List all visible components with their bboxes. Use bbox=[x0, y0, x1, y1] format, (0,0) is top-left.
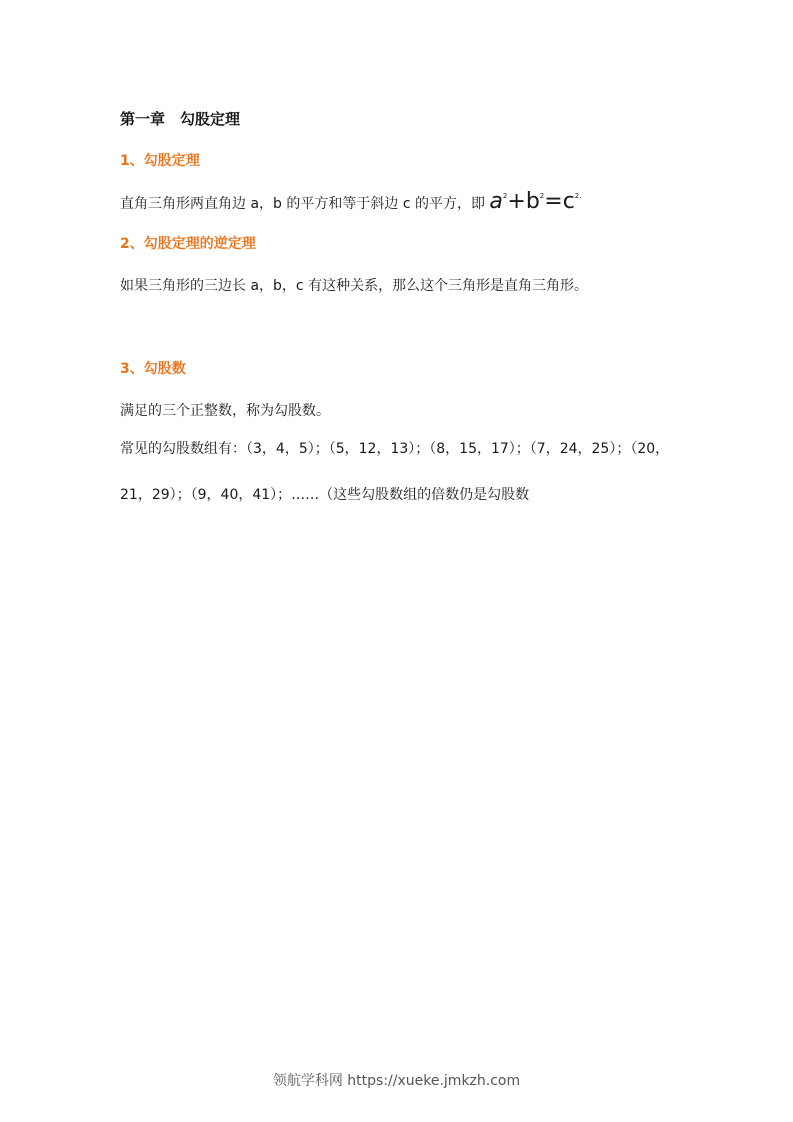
formula-c: c bbox=[562, 189, 575, 214]
theorem-statement: 直角三角形两直角边 a，b 的平方和等于斜边 c 的平方，即 bbox=[120, 196, 485, 212]
section-heading-pythagorean-theorem: 1、勾股定理 bbox=[120, 153, 200, 169]
formula-exp-b: 2 bbox=[539, 192, 545, 200]
formula-a: a bbox=[489, 189, 503, 214]
section-text-theorem bbox=[120, 189, 683, 214]
formula-exp-a: 2 bbox=[502, 192, 508, 200]
formula-end: . bbox=[579, 192, 582, 200]
page-footer: 领航学科网 https://xueke.jmkzh.com bbox=[272, 1073, 521, 1089]
pythagorean-formula bbox=[489, 189, 582, 214]
section-text-triples-examples: 常见的勾股数组有：（3，4，5）；（5，12，13）；（8，15，17）；（7，24，25）；（20，21，29）；（9，40，41）；……（这些勾股数组的倍数仍是勾股数 bbox=[120, 441, 670, 503]
section-text-converse: 如果三角形的三边长 a，b，c 有这种关系，那么这个三角形是直角三角形。 bbox=[120, 278, 589, 294]
formula-exp-c: 2 bbox=[574, 192, 580, 200]
formula-equals: = bbox=[544, 189, 563, 214]
formula-b: b bbox=[525, 189, 540, 214]
section-heading-pythagorean-triples: 3、勾股数 bbox=[120, 361, 186, 377]
section-heading-converse-theorem: 2、勾股定理的逆定理 bbox=[120, 236, 256, 252]
chapter-title: 第一章 勾股定理 bbox=[120, 110, 241, 128]
formula-plus: + bbox=[507, 189, 526, 214]
section-text-triples-definition: 满足的三个正整数，称为勾股数。 bbox=[120, 403, 330, 419]
